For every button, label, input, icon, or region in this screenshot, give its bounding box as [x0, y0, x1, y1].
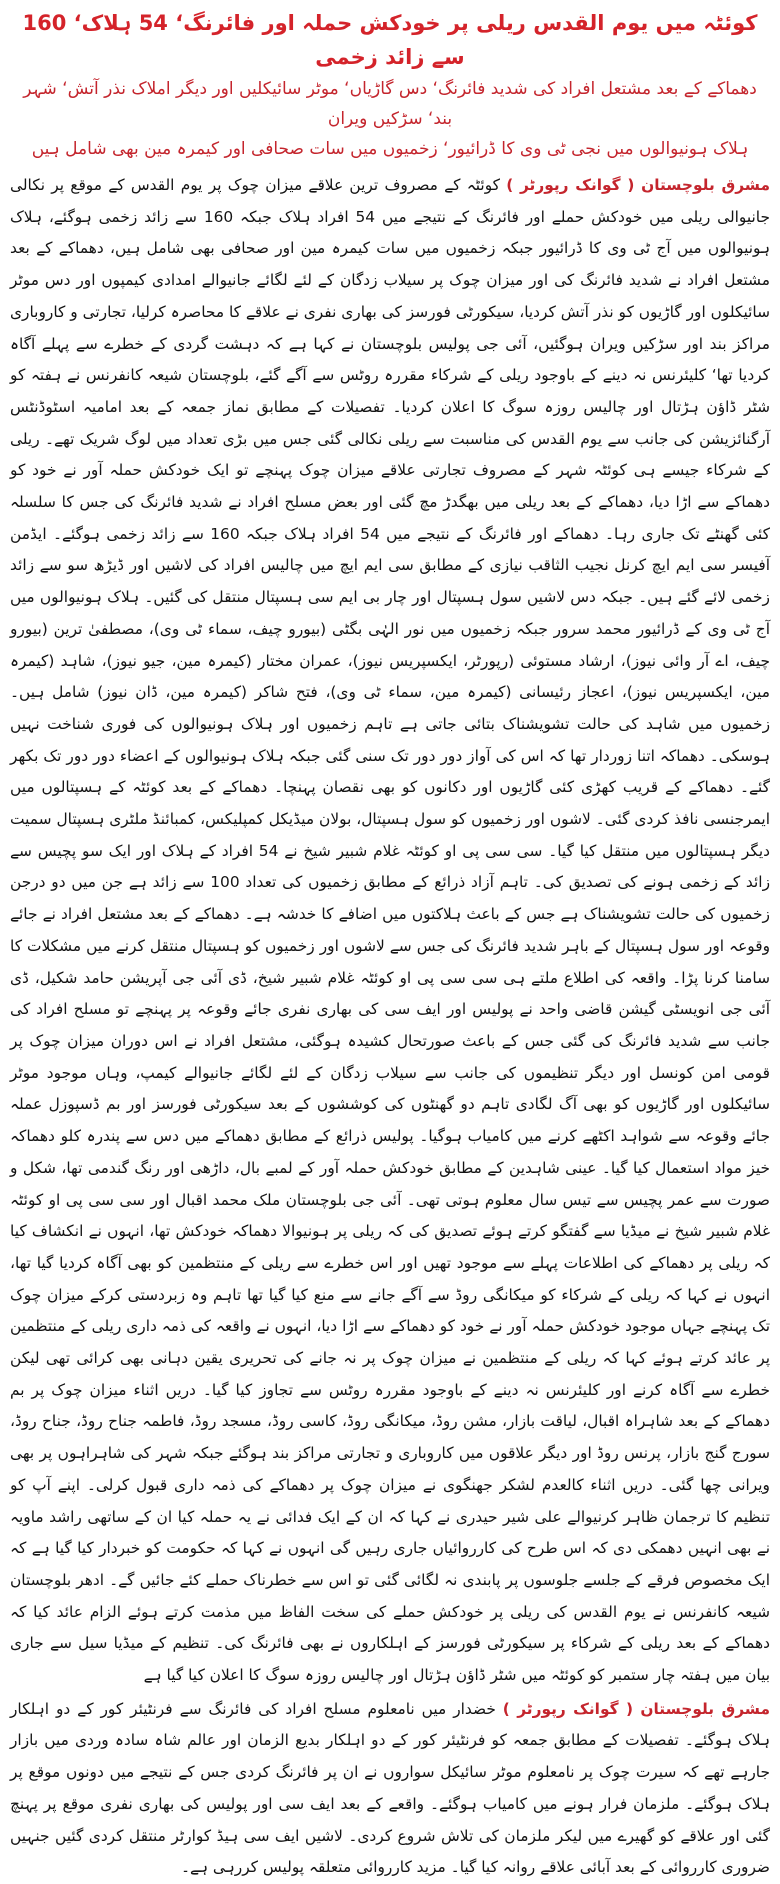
dateline: مشرق بلوچستان ( گوانک رپورٹر ) [506, 176, 770, 194]
headline: کوئٹہ میں یوم القدس ریلی پر خودکش حملہ اور فائرنگ‘ 54 ہلاک‘ 160 سے زائد زخمی [22, 11, 758, 69]
subheadline-2: ہلاک ہونیوالوں میں نجی ٹی وی کا ڈرائیور‘ زخمیوں میں سات صحافی اور کیمرہ مین بھی شامل ہیں [31, 139, 749, 159]
main-story-text: کوئٹہ کے مصروف ترین علاقے میزان چوک پر یوم القدس کے موقع پر نکالی جانیوالی ریلی میں خودکش حملے اور فائرنگ کے نتیجے میں 54 افراد ہلاک جبکہ 160 سے زائد زخمی ہوگئے، ہلاک ہونیوالوں میں آج ٹی وی کا ڈرائیور جبکہ زخمیوں میں سات کیمرہ مین اور صحافی بھی شامل ہیں، دھماکے کے بعد مشتعل افراد نے شدید فائرنگ کی اور میزان چوک پر سیلاب زدگان کے لئے لگائے جانیوالے امدادی کیمپوں اور دس موٹر سائیکلوں اور گاڑیوں کو نذر آتش کردیا، سیکورٹی فورسز کی بھاری نفری نے علاقے کا محاصرہ کرلیا، تجارتی و کاروباری مراکز بند اور سڑکیں ویران ہوگئیں، آئی جی پولیس بلوچستان نے کہا ہے کہ دہشت گردی کے خطرے سے پہلے آگاہ کردیا تھا‘ کلیئرنس نہ دینے کے باوجود ریلی کے شرکاء مقررہ روٹس سے آگے گئے، بلوچستان شیعہ کانفرنس نے ہفتہ کو شٹر ڈاؤن ہڑتال اور چالیس روزہ سوگ کا اعلان کردیا۔ تفصیلات کے مطابق نماز جمعہ کے بعد امامیہ اسٹوڈنٹس آرگنائزیشن کی جانب سے یوم القدس کی مناسبت سے ریلی نکالی گئی جس میں بڑی تعداد میں لوگ شریک تھے۔ ریلی کے شرکاء جیسے ہی کوئٹہ شہر کے مصروف تجارتی علاقے میزان چوک پہنچے تو ایک خودکش حملہ آور نے خود کو دھماکے سے اڑا دیا، دھماکے کے بعد ریلی میں بھگدڑ مچ گئی اور بعض مسلح افراد نے شدید فائرنگ کی جس کا سلسلہ کئی گھنٹے تک جاری رہا۔ دھماکے اور فائرنگ کے نتیجے میں 54 افراد ہلاک جبکہ 160 سے زائد زخمی ہوگئے۔ ایڈمن آفیسر سی ایم ایچ کرنل نجیب الثاقب نیازی کے مطابق سی ایم ایچ میں چالیس افراد کی لاشیں اور ڈیڑھ سو سے زائد زخمی لائے گئے ہیں۔ جبکہ دس لاشیں سول ہسپتال اور چار بی ایم سی ہسپتال منتقل کی گئیں۔ ہلاک ہونیوالوں میں آج ٹی وی کے ڈرائیور محمد سرور جبکہ زخمیوں میں نور الہٰی بگٹی (بیورو چیف، سماء ٹی وی)، مصطفیٰ ترین (بیورو چیف، اے آر وائی نیوز)، ارشاد مستوئی (رپورٹر، ایکسپریس نیوز)، عمران مختار (کیمرہ مین، جیو نیوز)، شاہد (کیمرہ مین، ایکسپریس نیوز)، اعجاز رئیسانی (کیمرہ مین، سماء ٹی وی)، فتح شاکر (کیمرہ مین، ڈان نیوز) شامل ہیں۔ زخمیوں میں شاہد کی حالت تشویشناک بتائی جاتی ہے تاہم زخمیوں اور ہلاک ہونیوالوں کی فوری شناخت نہیں ہوسکی۔ دھماکہ اتنا زوردار تھا کہ اس کی آواز دور دور تک سنی گئی جبکہ ہلاک ہونیوالوں کے اعضاء دور دور تک بکھر گئے۔ دھماکے کے قریب کھڑی کئی گاڑیوں اور دکانوں کو بھی نقصان پہنچا۔ دھماکے کے بعد کوئٹہ کے ہسپتالوں میں ایمرجنسی نافذ کردی گئی۔ لاشوں اور زخمیوں کو سول ہسپتال، بولان میڈیکل کمپلیکس، کمبائنڈ ملٹری ہسپتال سمیت دیگر ہسپتالوں میں منتقل کیا گیا۔ سی سی پی او کوئٹہ غلام شبیر شیخ نے 54 افراد کے ہلاک اور ایک سو پچیس سے زائد کے زخمی ہونے کی تصدیق کی۔ تاہم آزاد ذرائع کے مطابق زخمیوں کی تعداد 100 سے زائد ہے جن میں دو درجن زخمیوں کی حالت تشویشناک ہے جس کے باعث ہلاکتوں میں اضافے کا خدشہ ہے۔ دھماکے کے بعد مشتعل افراد نے جائے وقوعہ اور سول ہسپتال کے باہر شدید فائرنگ کی جس سے لاشوں اور زخمیوں کو ہسپتال منتقل کرنے میں مشکلات کا سامنا کرنا پڑا۔ واقعہ کی اطلاع ملتے ہی سی سی پی او کوئٹہ غلام شبیر شیخ، ڈی آئی جی آپریشن حامد شکیل، ڈی آئی جی انویسٹی گیشن قاضی واحد نے پولیس اور ایف سی کی بھاری نفری جائے وقوعہ پر پہنچے تو مسلح افراد کی جانب سے شدید فائرنگ کی گئی جس کے باعث صورتحال کشیدہ ہوگئی، مشتعل افراد نے اس دوران میزان چوک پر قومی امن کونسل اور دیگر تنظیموں کی جانب سے سیلاب زدگان کے لئے لگائے جانیوالے کیمپ، وہاں موجود موٹر سائیکلوں اور گاڑیوں کو بھی آگ لگادی تاہم دو گھنٹوں کی کوششوں کے بعد سیکورٹی فورسز اور بم ڈسپوزل عملہ جائے وقوعہ سے شواہد اکٹھے کرنے میں کامیاب ہوگیا۔ پولیس ذرائع کے مطابق دھماکے میں دس سے پندرہ کلو دھماکہ خیز مواد استعمال کیا گیا۔ عینی شاہدین کے مطابق خودکش حملہ آور کے لمبے بال، داڑھی اور رنگ گندمی تھا، شکل و صورت سے عمر پچیس سے تیس سال معلوم ہوتی تھی۔ آئی جی بلوچستان ملک محمد اقبال اور سی سی پی او کوئٹہ غلام شبیر شیخ نے میڈیا سے گفتگو کرتے ہوئے تصدیق کی کہ ریلی پر ہونیوالا دھماکہ خودکش تھا، انہوں نے انکشاف کیا کہ ریلی پر دھماکے کی اطلاعات پہلے سے موجود تھیں اور اس خطرے سے ریلی کے منتظمین کو بھی آگاہ کردیا گیا تھا، انہوں نے کہا کہ ریلی کے شرکاء کو میکانگی روڈ سے آگے جانے سے منع کیا گیا تھا تاہم وہ زبردستی کرکے میزان چوک تک پہنچے جہاں موجود خودکش حملہ آور نے خود کو دھماکے سے اڑا دیا، انہوں نے واقعہ کی ذمہ داری ریلی کے منتظمین پر عائد کرتے ہوئے کہا کہ ریلی کے منتظمین نے میزان چوک پر نہ جانے کی تحریری یقین دہانی بھی کرائی تھی لیکن خطرے سے آگاہ کرنے اور کلیئرنس نہ دینے کے باوجود مقررہ روٹس سے تجاوز کیا گیا۔ دریں اثناء میزان چوک پر بم دھماکے کے بعد شاہراہ اقبال، لیاقت بازار، مشن روڈ، میکانگی روڈ، کاسی روڈ، مسجد روڈ، فاطمہ جناح روڈ، جناح روڈ، سورج گنج بازار، پرنس روڈ اور دیگر علاقوں میں کاروباری و تجارتی مراکز بند ہوگئے جبکہ شہر کی شاہراہوں پر بھی ویرانی چھا گئی۔ دریں اثناء کالعدم لشکر جھنگوی نے میزان چوک پر دھماکے کی ذمہ داری قبول کرلی۔ اپنے آپ کو تنظیم کا ترجمان ظاہر کرنیوالے علی شیر حیدری نے کہا کہ ان کے ایک فدائی نے یہ حملہ کیا ان کے ساتھی راشد ماویہ نے بھی انہیں دھمکی دی کہ اس طرح کی کارروائیاں جاری رہیں گی انہوں نے کہا کہ حکومت کو خبردار کیا گیا ہے کہ ایک مخصوص فرقے کے جلسے جلوسوں پر پابندی نہ لگائی گئی تو اس سے خطرناک حملے کئے جائیں گے۔ ادھر بلوچستان شیعہ کانفرنس نے یوم القدس کی ریلی پر خودکش حملے کی سخت الفاظ میں مذمت کرتے ہوئے الزام عائد کیا کہ دھماکے کے بعد ریلی کے شرکاء پر سیکورٹی فورسز کے اہلکاروں نے بھی فائرنگ کی۔ تنظیم کے میڈیا سیل سے جاری بیان میں ہفتہ چار ستمبر کو کوئٹہ میں شٹر ڈاؤن ہڑتال اور چالیس روزہ سوگ کا اعلان کیا گیا ہے [10, 176, 771, 1685]
subheadline: دھماکے کے بعد مشتعل افراد کی شدید فائرنگ‘ دس گاڑیاں‘ موٹر سائیکلیں اور دیگر املاک نذر آتش‘ شہر بند‘ سڑکیں ویران [23, 79, 757, 129]
second-story-text: خضدار میں نامعلوم مسلح افراد کی فائرنگ سے فرنٹیئر کور کے دو اہلکار ہلاک ہوگئے۔ تفصیلات کے مطابق جمعہ کو فرنٹیئر کور کے دو اہلکار بدیع الزمان اور عالم شاہ سادہ وردی میں بازار جارہے تھے کہ سیرت چوک پر نامعلوم موٹر سائیکل سواروں نے ان پر فائرنگ کردی جس کے نتیجے میں دونوں موقع پر ہلاک ہوگئے۔ ملزمان فرار ہونے میں کامیاب ہوگئے۔ واقعے کے بعد ایف سی اور پولیس کی بھاری نفری موقع پر پہنچ گئی اور علاقے کو گھیرے میں لیکر ملزمان کی تلاش شروع کردی۔ لاشیں ایف سی ہیڈ کوارٹر منتقل کردی گئیں جنہیں ضروری کارروائی کے بعد آبائی علاقے روانہ کیا گیا۔ مزید کارروائی متعلقہ پولیس کررہی ہے۔ [10, 1699, 770, 1877]
article-header [0, 0, 780, 168]
article-body [0, 168, 780, 1884]
main-story-paragraph [10, 170, 770, 1692]
dateline-2: مشرق بلوچستان ( گوانک رپورٹر ) [502, 1699, 770, 1718]
second-story-paragraph [10, 1694, 770, 1884]
